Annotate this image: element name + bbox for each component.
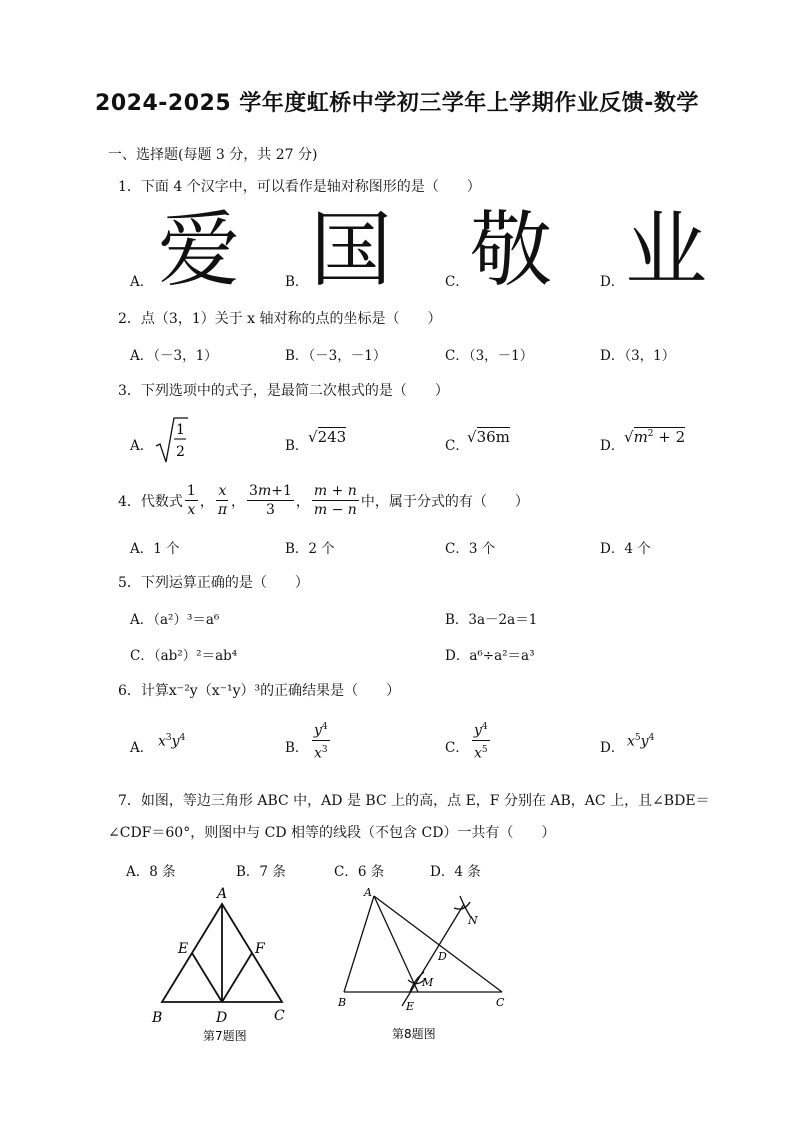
q6-stem: 6．计算x⁻²y（x⁻¹y）³的正确结果是（ ）: [118, 683, 401, 699]
fig7-label-a: A: [217, 886, 228, 902]
fig7-label-f: F: [255, 941, 265, 957]
q3-radicand-b: 243: [317, 428, 347, 446]
page-title: 2024-2025 学年度虹桥中学初三学年上学期作业反馈-数学: [95, 91, 699, 116]
q1-label-d: D．: [600, 274, 625, 290]
q1-char-c: 敬: [470, 203, 553, 298]
q2-stem: 2．点（3，1）关于 x 轴对称的点的坐标是（ ）: [118, 311, 442, 327]
q3-sqrt-half: [154, 414, 190, 466]
fig7-caption: 第7题图: [203, 1029, 247, 1043]
q1-stem: 1．下面 4 个汉字中，可以看作是轴对称图形的是（ ）: [118, 179, 481, 195]
q5-option-d: D．a⁶÷a²＝a³: [445, 648, 535, 664]
fig8-caption: 第8题图: [392, 1027, 436, 1041]
q4-option-b: B．2 个: [285, 541, 335, 557]
q3-label-b: B．: [285, 438, 309, 454]
q4-frac-2: $\frac{x}{\pi}$: [217, 483, 228, 518]
fig7-label-b: B: [152, 1010, 163, 1026]
q1-char-b: 国: [310, 203, 393, 298]
q2-option-b: B．（－3，－1）: [285, 348, 387, 364]
q3-label-c: C．: [445, 438, 469, 454]
q6-expr-c: $\frac{y^4}{x^5}$: [470, 718, 492, 762]
fig7-label-e: E: [178, 941, 189, 957]
q4-frac-4: $\frac{m + n}{m - n}$: [313, 483, 357, 518]
q6-label-a: A．: [130, 740, 154, 756]
q2-option-a: A．（－3，1）: [130, 348, 218, 364]
q4-frac-3: $\frac{3m+1}{3}$: [249, 483, 292, 518]
q4-stem: 4．代数式 $\frac{1}{x}$ ， $\frac{x}{\pi}$ ， $\frac{3m+1}{3}$ ， $\frac{m + n}{m - n}$ 中，属于分式的有（ ）: [118, 483, 529, 518]
q7-option-a: A．8 条: [126, 864, 176, 880]
q6-label-b: B．: [285, 740, 309, 756]
q1-label-c: C．: [445, 274, 469, 290]
q5-stem: 5．下列运算正确的是（ ）: [118, 575, 309, 591]
q5-option-b: B．3a－2a＝1: [445, 612, 538, 628]
q4-prefix: 4．代数式: [118, 493, 183, 510]
q7-stem-line2: ∠CDF＝60°，则图中与 CD 相等的线段（不包含 CD）一共有（ ）: [108, 825, 556, 841]
fig8-label-n: N: [468, 914, 478, 927]
fig7-label-c: C: [274, 1008, 285, 1024]
q1-char-a: 爱: [158, 203, 241, 298]
fig8-label-b: B: [338, 996, 347, 1009]
q7-option-b: B．7 条: [236, 864, 286, 880]
fig8-label-a: A: [364, 886, 372, 899]
q5-option-a: A．（a²）³＝a⁶: [130, 612, 220, 628]
fig8-label-e: E: [406, 1000, 415, 1013]
q3-radicand-c: 36m: [476, 428, 510, 446]
q3-stem: 3．下列选项中的式子，是最简二次根式的是（ ）: [118, 383, 449, 399]
q6-expr-a: $x^3y^4$: [158, 733, 186, 750]
q4-option-c: C．3 个: [445, 541, 496, 557]
q3-sqrt-b: √243: [308, 428, 347, 446]
section-heading: 一、选择题(每题 3 分，共 27 分): [108, 147, 318, 163]
fig8-label-m: M: [422, 976, 434, 989]
q6-label-d: D．: [600, 740, 625, 756]
fig8-label-c: C: [496, 996, 505, 1009]
q4-option-a: A．1 个: [130, 541, 180, 557]
fig8-label-d: D: [438, 950, 447, 963]
svg-text:1: 1: [176, 422, 185, 438]
q4-option-d: D．4 个: [600, 541, 651, 557]
fig7-label-d: D: [216, 1010, 228, 1026]
q2-option-c: C．（3，－1）: [445, 348, 534, 364]
q4-frac-1: $\frac{1}{x}$: [186, 483, 196, 518]
q4-suffix: 中，属于分式的有（ ）: [360, 493, 529, 510]
q6-expr-d: $x^5y^4$: [627, 733, 655, 750]
q1-char-d: 业: [625, 203, 708, 298]
q6-label-c: C．: [445, 740, 469, 756]
figure-7-diagram: [148, 884, 298, 1044]
q7-stem-line1: 7．如图，等边三角形 ABC 中，AD 是 BC 上的高，点 E，F 分别在 AB，AC 上，且∠BDE＝: [118, 793, 710, 809]
q7-option-d: D．4 条: [430, 864, 481, 880]
q1-label-b: B．: [285, 274, 309, 290]
q1-label-a: A．: [130, 274, 154, 290]
q3-sqrt-c: √36m: [467, 428, 510, 446]
q3-sqrt-d: $√m^2 + 2$: [624, 428, 686, 446]
q5-option-c: C．（ab²）²＝ab⁴: [130, 648, 238, 664]
q3-label-a: A．: [130, 438, 154, 454]
svg-text:2: 2: [176, 444, 185, 460]
figure-8-diagram: [330, 882, 520, 1047]
q7-option-c: C．6 条: [334, 864, 385, 880]
q3-label-d: D．: [600, 438, 625, 454]
q2-option-d: D．（3，1）: [600, 348, 676, 364]
q6-expr-b: $\frac{y^4}{x^3}$: [310, 718, 332, 762]
